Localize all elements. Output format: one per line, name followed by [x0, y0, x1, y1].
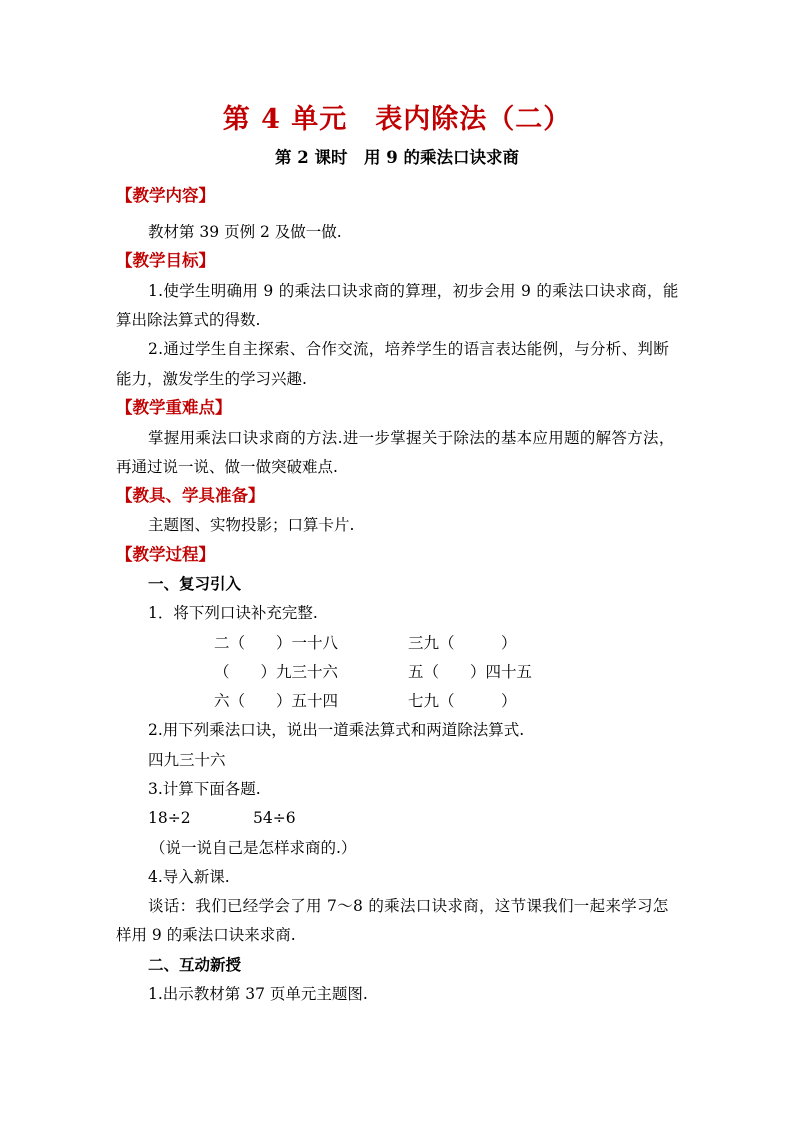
fill-blank-r3c1: 六（ ）五十四: [214, 692, 339, 710]
lesson-subtitle: 第 2 课时 用 9 的乘法口诀求商: [275, 148, 519, 167]
tools-text: 主题图、实物投影；口算卡片.: [148, 516, 355, 534]
goal2-line2: 能力，激发学生的学习兴趣.: [116, 370, 307, 388]
goal1-line1: 1.使学生明确用 9 的乘法口诀求商的算理，初步会用 9 的乘法口诀求商，能: [148, 282, 679, 300]
goal1-line2: 算出除法算式的得数.: [116, 311, 261, 329]
content-text: 教材第 39 页例 2 及做一做.: [148, 223, 342, 241]
item2-formula: 四九三十六: [148, 751, 226, 769]
calc-expression-1: 18÷2: [148, 809, 191, 827]
calc-expression-2: 54÷6: [253, 809, 296, 827]
fill-blank-r1c2: 三九（ ）: [408, 634, 517, 652]
page-title: 第 4 单元 表内除法（二）: [222, 104, 572, 135]
section-heading-content: 【教学内容】: [116, 186, 215, 205]
item4-text: 4.导入新课.: [148, 868, 230, 886]
section-heading-tools: 【教具、学具准备】: [116, 486, 265, 505]
fill-blank-r3c2: 七九（ ）: [408, 692, 517, 710]
item3-text: 3.计算下面各题.: [148, 780, 261, 798]
section-heading-process: 【教学过程】: [116, 545, 215, 564]
keypoints-line2: 再通过说一说、做一做突破难点.: [116, 458, 338, 476]
item2-text: 2.用下列乘法口诀，说出一道乘法算式和两道除法算式.: [148, 721, 525, 739]
talk-line2: 样用 9 的乘法口诀来求商.: [116, 926, 296, 944]
fill-blank-r2c1: （ ）九三十六: [214, 663, 339, 681]
item3-note: （说一说自己是怎样求商的.）: [150, 839, 357, 857]
part2-heading: 二、互动新授: [148, 955, 242, 974]
item1-text: 1．将下列口诀补充完整.: [148, 604, 318, 622]
part2-item1: 1.出示教材第 37 页单元主题图.: [148, 985, 368, 1003]
fill-blank-r1c1: 二（ ）一十八: [214, 634, 339, 652]
fill-blank-r2c2: 五（ ）四十五: [408, 663, 533, 681]
section-heading-goals: 【教学目标】: [116, 251, 215, 270]
part1-heading: 一、复习引入: [148, 574, 242, 593]
goal2-line1: 2.通过学生自主探索、合作交流，培养学生的语言表达能例，与分析、判断: [148, 340, 669, 358]
keypoints-line1: 掌握用乘法口诀求商的方法.进一步掌握关于除法的基本应用题的解答方法，: [148, 429, 675, 447]
section-heading-keypoints: 【教学重难点】: [116, 398, 232, 417]
talk-line1: 谈话：我们已经学会了用 7～8 的乘法口诀求商，这节课我们一起来学习怎: [148, 897, 669, 915]
